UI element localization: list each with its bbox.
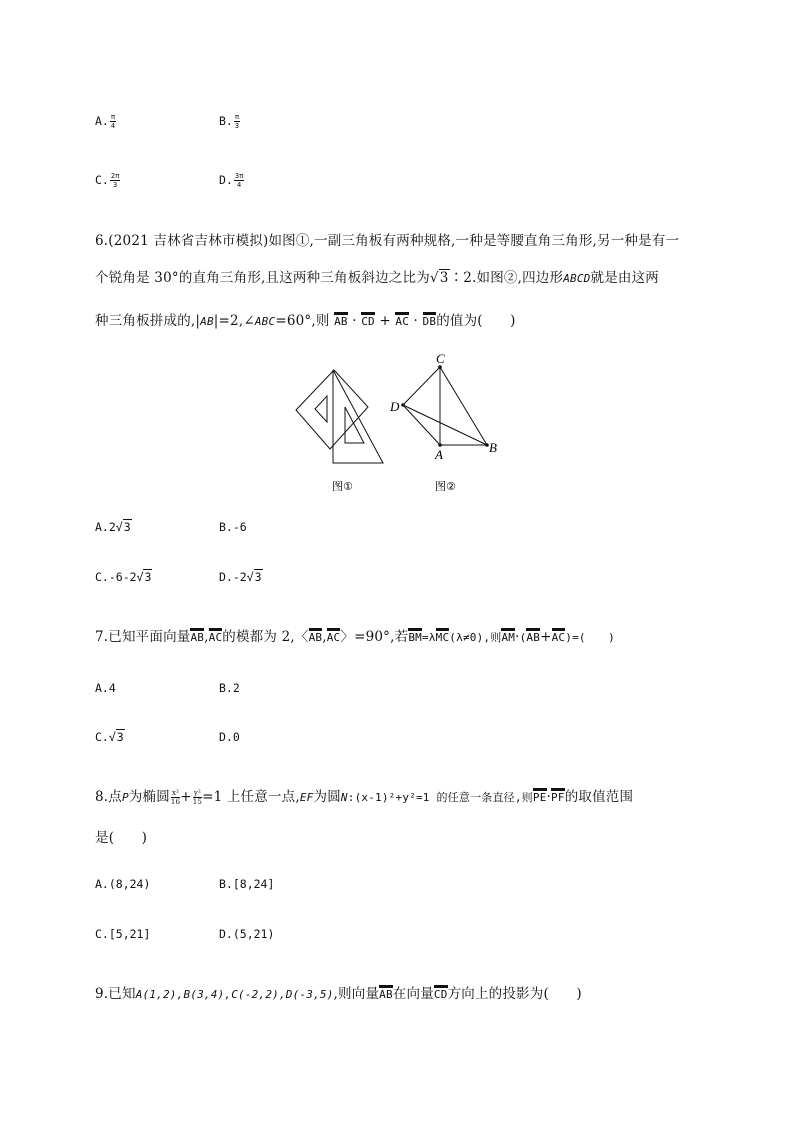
q6-option-d: D.-2√3 <box>219 570 262 584</box>
q7-option-d: D.0 <box>219 730 240 744</box>
figure-2-quadrilateral <box>403 367 487 445</box>
q8-option-c: C.[5,21] <box>95 927 151 941</box>
vector-cd: CD <box>361 312 375 328</box>
label-d: D <box>390 399 400 414</box>
segment-dc <box>403 367 440 405</box>
label-b: B <box>489 440 497 455</box>
segment-da <box>403 405 440 445</box>
q6-line-3: 种三角板拼成的,|AB|=2,∠ABC=60°,则 AB · CD + AC · DB的值为( ) <box>95 313 516 329</box>
figure-2-caption: 图② <box>435 480 456 493</box>
q5-option-b: B. $\frac{\pi}{3}$ <box>219 113 240 130</box>
q6-figure <box>280 345 520 505</box>
q6-option-a: A.2√3 <box>95 520 131 534</box>
q7-option-a: A.4 <box>95 681 116 695</box>
q7-line-1: 7.已知平面向量AB,AC的模都为 2,〈AB,AC〉=90°,若BM=λMC(λ≠0),则AM·(AB+AC)=( ) <box>95 629 615 645</box>
q5-option-a: A. $\frac{\pi}{4}$ <box>95 113 116 130</box>
q6-option-c: C.-6-2√3 <box>95 570 152 584</box>
label-a: A <box>435 447 443 462</box>
q8-option-a: A.(8,24) <box>95 877 151 891</box>
q6-line-2: 个锐角是 30°的直角三角形,且这两种三角板斜边之比为√3∶2.如图②,四边形ABCD就是由这两 <box>95 270 659 286</box>
q8-option-b: B.[8,24] <box>219 877 275 891</box>
isosceles-set-square <box>296 370 368 449</box>
q8-line-1: 8.点P为椭圆 $\frac{\text{x²}}{16}$ + $\frac{\text{y²}}{15}$ =1 上任意一点,EF为圆N:(x-1)²+y²=1 的任意一条直径,则PE·PF的取值范围 <box>95 789 634 806</box>
q6-option-b: B.-6 <box>219 520 247 534</box>
q8-line-2: 是( ) <box>95 830 148 846</box>
sqrt-sign: √3 <box>429 270 449 286</box>
figure-1-set-squares <box>296 370 383 463</box>
q5-option-c-fraction: $\frac{2\pi}{3}$ <box>110 172 120 189</box>
thirty-degree-set-square <box>333 370 383 463</box>
vector-db: DB <box>423 312 437 328</box>
q5-option-c: C. $\frac{2\pi}{3}$ <box>95 172 120 189</box>
thirty-degree-set-square-hole <box>345 407 364 443</box>
label-c: C <box>436 351 445 366</box>
figure-1-caption: 图① <box>332 480 353 493</box>
q5-option-a-fraction: $\frac{\pi}{4}$ <box>110 113 116 130</box>
q6-line-1: 6.(2021 吉林省吉林市模拟)如图①,一副三角板有两种规格,一种是等腰直角三角形,另一种是有一 <box>95 233 680 249</box>
q5-option-b-fraction: $\frac{\pi}{3}$ <box>234 113 240 130</box>
q7-option-c: C.√3 <box>95 730 124 744</box>
q9-line-1: 9.已知A(1,2),B(3,4),C(-2,2),D(-3,5),则向量AB在向量CD方向上的投影为( ) <box>95 986 582 1002</box>
vector-ac: AC <box>395 312 409 328</box>
q8-option-d: D.(5,21) <box>219 927 275 941</box>
q7-option-b: B.2 <box>219 681 240 695</box>
point-d <box>401 403 405 407</box>
isosceles-set-square-hole <box>315 396 327 422</box>
vector-ab: AB <box>334 312 348 328</box>
q5-option-d: D. $\frac{3\pi}{4}$ <box>219 172 244 189</box>
q5-option-d-fraction: $\frac{3\pi}{4}$ <box>234 172 244 189</box>
